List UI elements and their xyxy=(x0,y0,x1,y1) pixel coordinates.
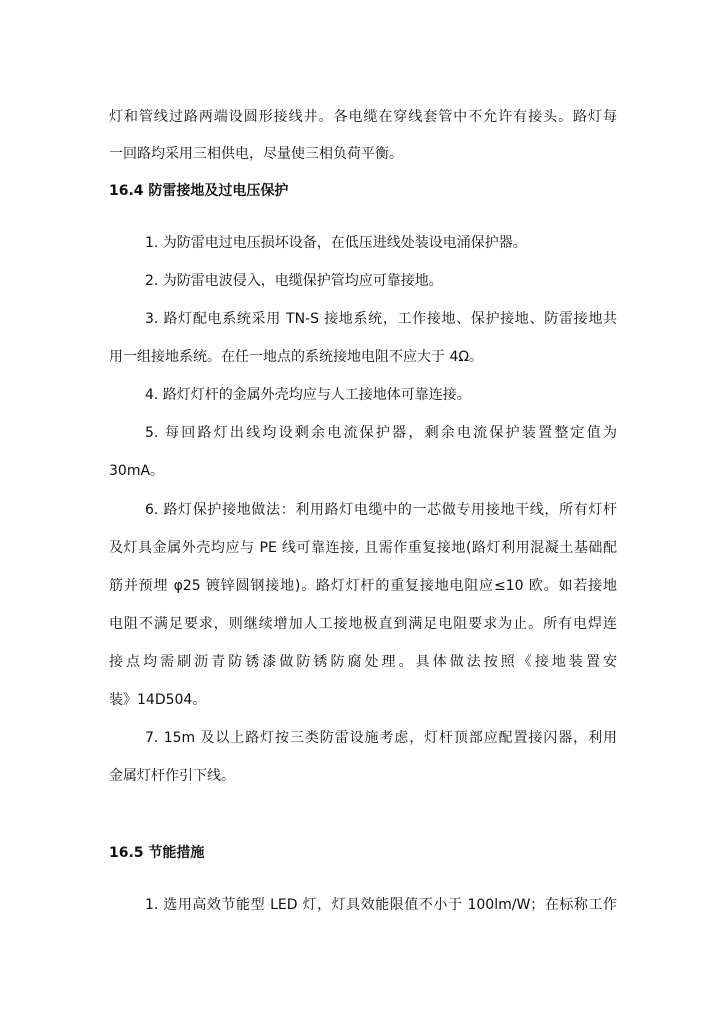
list-item: 5. 每回路灯出线均设剩余电流保护器，剩余电流保护装置整定值为 xyxy=(145,425,617,441)
paragraph-line: 电阻不满足要求，则继续增加人工接地极直到满足电阻要求为止。所有电焊连 xyxy=(109,616,617,632)
paragraph-line: 装》14D504。 xyxy=(109,692,207,708)
paragraph-line: 30mA。 xyxy=(109,463,165,479)
paragraph-line: 用一组接地系统。在任一地点的系统接地电阻不应大于 4Ω。 xyxy=(109,349,484,365)
list-item: 7. 15m 及以上路灯按三类防雷设施考虑，灯杆顶部应配置接闪器，利用 xyxy=(145,730,617,746)
list-item: 4. 路灯灯杆的金属外壳均应与人工接地体可靠连接。 xyxy=(145,387,471,403)
paragraph-line: 一回路均采用三相供电，尽量使三相负荷平衡。 xyxy=(109,146,403,162)
section-heading: 16.5 节能措施 xyxy=(109,845,205,861)
list-item: 1. 为防雷电过电压损坏设备，在低压进线处装设电涌保护器。 xyxy=(145,235,527,251)
paragraph-line: 及灯具金属外壳均应与 PE 线可靠连接, 且需作重复接地(路灯利用混凝土基础配 xyxy=(109,540,617,556)
list-item: 1. 选用高效节能型 LED 灯，灯具效能限值不小于 100lm/W；在标称工作 xyxy=(145,897,617,913)
paragraph-line: 灯和管线过路两端设圆形接线井。各电缆在穿线套管中不允许有接头。路灯每 xyxy=(109,109,617,125)
paragraph-line: 金属灯杆作引下线。 xyxy=(109,768,235,784)
list-item: 3. 路灯配电系统采用 TN-S 接地系统，工作接地、保护接地、防雷接地共 xyxy=(145,311,617,327)
paragraph-line: 筋并预埋 φ25 镀锌圆钢接地)。路灯灯杆的重复接地电阻应≤10 欧。如若接地 xyxy=(109,578,617,594)
list-item: 6. 路灯保护接地做法：利用路灯电缆中的一芯做专用接地干线，所有灯杆 xyxy=(145,502,617,518)
paragraph-line: 接点均需刷沥青防锈漆做防锈防腐处理。具体做法按照《接地装置安 xyxy=(109,654,617,670)
section-heading: 16.4 防雷接地及过电压保护 xyxy=(109,183,289,199)
list-item: 2. 为防雷电波侵入，电缆保护管均应可靠接地。 xyxy=(145,273,443,289)
